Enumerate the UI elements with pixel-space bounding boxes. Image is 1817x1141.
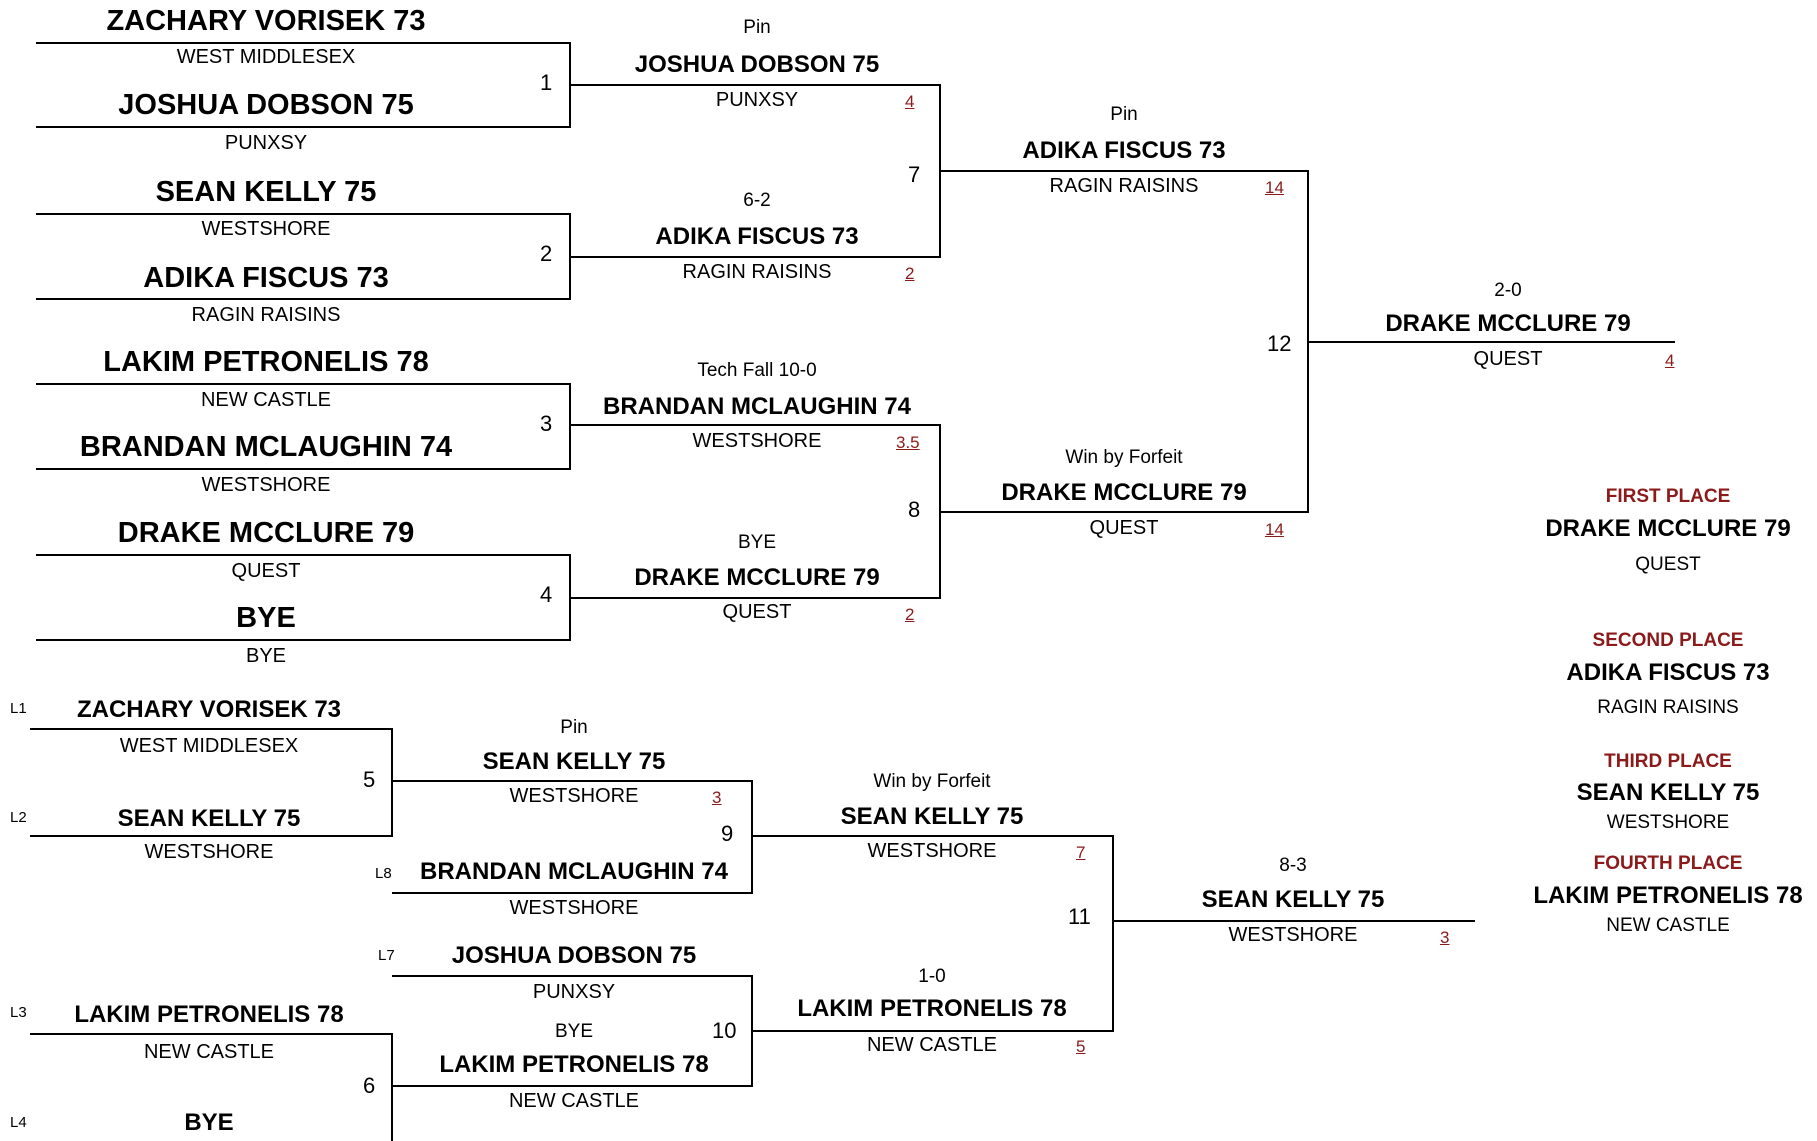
team-name: WESTSHORE [867, 840, 997, 862]
match-result: 2-0 [1494, 280, 1522, 301]
team-name: WEST MIDDLESEX [176, 46, 356, 68]
loser-seed: L2 [10, 809, 27, 826]
team-name: PUNXSY [224, 132, 308, 154]
wrestler-name: DRAKE MCCLURE 79 [117, 517, 415, 549]
loser-seed: L7 [378, 947, 395, 964]
match-result: Pin [743, 17, 771, 38]
team-points: 3.5 [896, 433, 920, 452]
match-number: 12 [1267, 331, 1292, 356]
wrestler-name: DRAKE MCCLURE 79 [634, 564, 880, 591]
team-points: 14 [1265, 520, 1284, 539]
team-name: WESTSHORE [201, 474, 331, 496]
team-name: WEST MIDDLESEX [119, 735, 299, 757]
match-number: 11 [1068, 904, 1091, 929]
match-number: 10 [712, 1018, 737, 1043]
team-name: RAGIN RAISINS [682, 261, 832, 283]
team-name: NEW CASTLE [508, 1090, 640, 1112]
team-name: PUNXSY [532, 981, 616, 1003]
team-points: 5 [1076, 1037, 1086, 1056]
team-points: 4 [905, 92, 915, 111]
team-name: RAGIN RAISINS [191, 304, 341, 326]
wrestler-name: DRAKE MCCLURE 79 [1385, 310, 1631, 337]
team-name: RAGIN RAISINS [1049, 175, 1199, 197]
team-points: 2 [905, 605, 915, 624]
team-name: NEW CASTLE [200, 389, 332, 411]
team-name: WESTSHORE [509, 897, 639, 919]
wrestler-name: ADIKA FISCUS 73 [655, 223, 859, 250]
match-number: 8 [908, 497, 921, 522]
wrestler-name: BYE [236, 602, 296, 634]
team-name: QUEST [1089, 517, 1159, 539]
wrestler-name: ZACHARY VORISEK 73 [106, 5, 426, 37]
team-name: NEW CASTLE [143, 1041, 275, 1063]
place-label: THIRD PLACE [1604, 751, 1732, 772]
match-result: 1-0 [918, 966, 946, 987]
team-points: 2 [905, 264, 915, 283]
team-name: QUEST [231, 560, 301, 582]
place-label: FIRST PLACE [1605, 486, 1731, 507]
loser-seed: L3 [10, 1004, 27, 1021]
team-name: QUEST [1473, 348, 1543, 370]
wrestler-name: JOSHUA DOBSON 75 [451, 942, 697, 969]
match-number: 7 [908, 162, 921, 187]
team-name: NEW CASTLE [866, 1034, 998, 1056]
place-team: NEW CASTLE [1606, 915, 1730, 936]
wrestler-name: ADIKA FISCUS 73 [143, 262, 389, 294]
match-result: BYE [554, 1021, 594, 1042]
wrestler-name: BYE [184, 1109, 234, 1136]
wrestler-name: SEAN KELLY 75 [155, 176, 377, 208]
wrestler-name: BRANDAN MCLAUGHIN 74 [602, 393, 912, 420]
team-name: WESTSHORE [692, 430, 822, 452]
place-name: SEAN KELLY 75 [1576, 779, 1760, 806]
loser-seed: L4 [10, 1114, 27, 1131]
match-number: 1 [540, 70, 553, 95]
place-team: WESTSHORE [1606, 812, 1730, 833]
match-result: 6-2 [743, 190, 771, 211]
team-points: 4 [1665, 351, 1675, 370]
team-name: WESTSHORE [201, 218, 331, 240]
place-team: RAGIN RAISINS [1597, 697, 1739, 718]
place-team: QUEST [1635, 554, 1701, 575]
team-name: BYE [245, 645, 287, 667]
wrestler-name: BRANDAN MCLAUGHIN 74 [79, 431, 453, 463]
wrestler-name: DRAKE MCCLURE 79 [1001, 479, 1247, 506]
wrestler-name: SEAN KELLY 75 [1201, 886, 1385, 913]
team-name: WESTSHORE [509, 785, 639, 807]
match-number: 2 [540, 241, 553, 266]
match-number: 6 [363, 1073, 376, 1098]
team-name: WESTSHORE [1228, 924, 1358, 946]
wrestler-name: SEAN KELLY 75 [840, 803, 1024, 830]
match-number: 9 [721, 821, 734, 846]
match-result: Pin [1110, 104, 1138, 125]
match-number: 4 [540, 582, 553, 607]
wrestler-name: JOSHUA DOBSON 75 [634, 51, 880, 78]
wrestler-name: BRANDAN MCLAUGHIN 74 [419, 858, 729, 885]
team-name: PUNXSY [715, 89, 799, 111]
wrestler-name: LAKIM PETRONELIS 78 [74, 1001, 344, 1028]
wrestler-name: ZACHARY VORISEK 73 [76, 696, 342, 723]
team-points: 14 [1265, 178, 1284, 197]
match-number: 5 [363, 767, 376, 792]
match-result: 8-3 [1279, 855, 1307, 876]
wrestler-name: LAKIM PETRONELIS 78 [103, 346, 429, 378]
loser-seed: L1 [10, 700, 27, 717]
place-label: SECOND PLACE [1592, 630, 1744, 651]
wrestler-name: LAKIM PETRONELIS 78 [439, 1051, 709, 1078]
wrestler-name: ADIKA FISCUS 73 [1022, 137, 1226, 164]
team-points: 7 [1076, 843, 1086, 862]
match-result: BYE [737, 532, 777, 553]
wrestler-name: LAKIM PETRONELIS 78 [797, 995, 1067, 1022]
place-name: DRAKE MCCLURE 79 [1545, 515, 1791, 542]
place-label: FOURTH PLACE [1593, 853, 1743, 874]
match-result: Pin [560, 717, 588, 738]
team-name: WESTSHORE [144, 841, 274, 863]
loser-seed: L8 [375, 865, 392, 882]
match-result: Tech Fall 10-0 [697, 360, 817, 381]
match-result: Win by Forfeit [873, 771, 991, 792]
place-name: LAKIM PETRONELIS 78 [1533, 882, 1803, 909]
wrestler-name: SEAN KELLY 75 [117, 805, 301, 832]
wrestler-name: SEAN KELLY 75 [482, 748, 666, 775]
match-result: Win by Forfeit [1065, 447, 1183, 468]
team-points: 3 [1440, 928, 1450, 947]
team-name: QUEST [722, 601, 792, 623]
wrestler-name: JOSHUA DOBSON 75 [118, 89, 414, 121]
match-number: 3 [540, 411, 553, 436]
place-name: ADIKA FISCUS 73 [1566, 659, 1770, 686]
team-points: 3 [712, 788, 722, 807]
